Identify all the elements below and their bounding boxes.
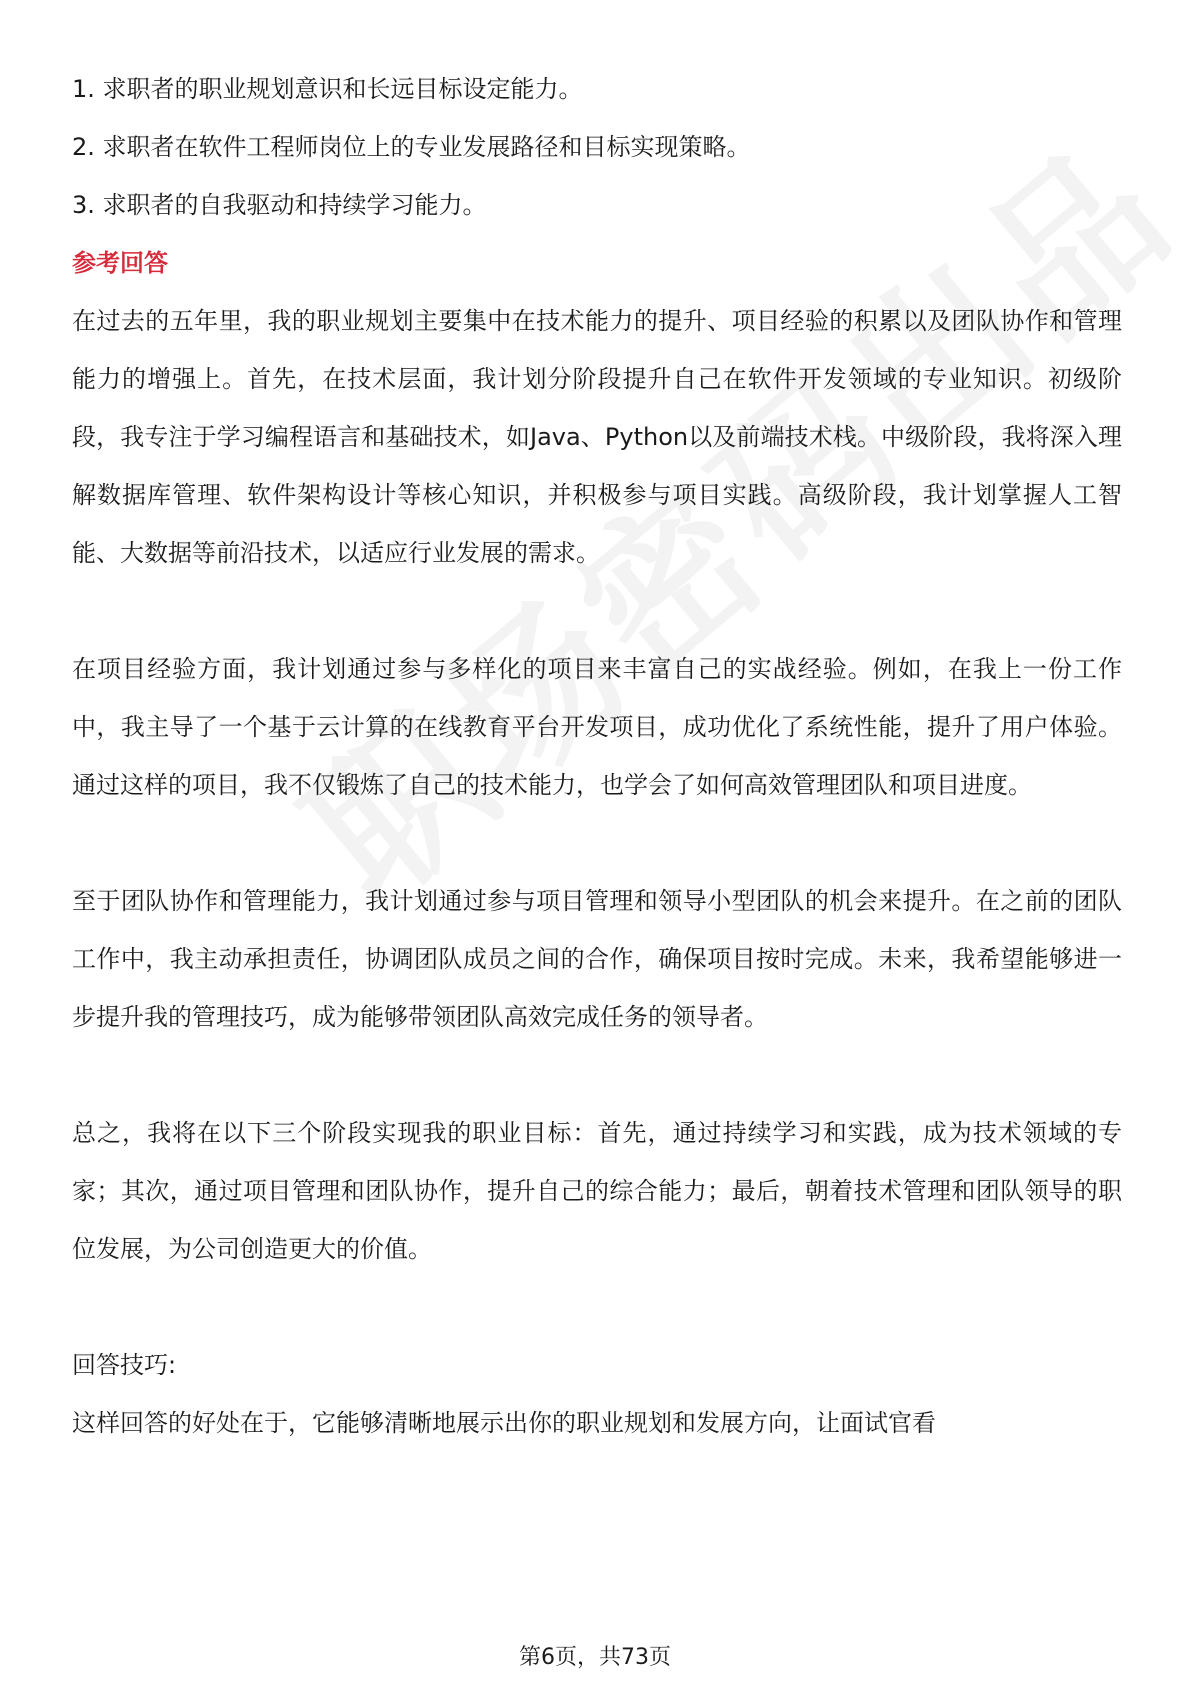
answer-paragraph: 至于团队协作和管理能力，我计划通过参与项目管理和领导小型团队的机会来提升。在之前的团队工作中，我主动承担责任，协调团队成员之间的合作，确保项目按时完成。未来，我希望能够进一步提升我的管理技巧，成为能够带领团队高效完成任务的领导者。	[72, 887, 1122, 1031]
list-item: 1. 求职者的职业规划意识和长远目标设定能力。	[72, 75, 583, 103]
answer-paragraph: 在过去的五年里，我的职业规划主要集中在技术能力的提升、项目经验的积累以及团队协作和管理能力的增强上。首先，在技术层面，我计划分阶段提升自己在软件开发领域的专业知识。初级阶段，我专注于学习编程语言和基础技术，如Java、Python以及前端技术栈。中级阶段，我将深入理解数据库管理、软件架构设计等核心知识，并积极参与项目实践。高级阶段，我计划掌握人工智能、大数据等前沿技术，以适应行业发展的需求。	[72, 307, 1122, 567]
tips-heading: 回答技巧:	[72, 1351, 177, 1379]
paragraph-gap	[72, 1046, 1122, 1104]
paragraph-gap	[72, 1278, 1122, 1336]
paragraph-gap	[72, 582, 1122, 640]
reference-answer-heading: 参考回答	[72, 249, 168, 277]
answer-paragraph: 在项目经验方面，我计划通过参与多样化的项目来丰富自己的实战经验。例如，在我上一份工作中，我主导了一个基于云计算的在线教育平台开发项目，成功优化了系统性能，提升了用户体验。通过这样的项目，我不仅锻炼了自己的技术能力，也学会了如何高效管理团队和项目进度。	[72, 655, 1122, 799]
list-item: 3. 求职者的自我驱动和持续学习能力。	[72, 191, 487, 219]
list-item: 2. 求职者在软件工程师岗位上的专业发展路径和目标实现策略。	[72, 133, 751, 161]
answer-paragraph: 总之，我将在以下三个阶段实现我的职业目标：首先，通过持续学习和实践，成为技术领域的专家；其次，通过项目管理和团队协作，提升自己的综合能力；最后，朝着技术管理和团队领导的职位发展，为公司创造更大的价值。	[72, 1119, 1122, 1263]
page-number: 第6页，共73页	[519, 1645, 671, 1670]
tips-paragraph: 这样回答的好处在于，它能够清晰地展示出你的职业规划和发展方向，让面试官看	[72, 1409, 936, 1437]
page-content	[72, 60, 1122, 1452]
paragraph-gap	[72, 814, 1122, 872]
